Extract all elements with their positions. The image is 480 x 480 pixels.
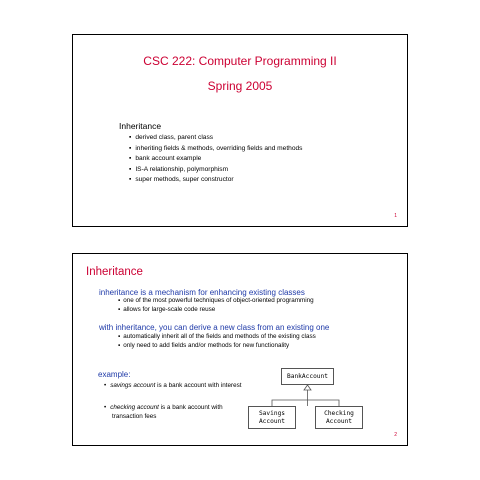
lead-point: with inheritance, you can derive a new class from an existing one (99, 323, 330, 332)
uml-class-checking (315, 406, 363, 429)
class-name-line: Checking (324, 409, 354, 417)
emphasis: checking account (110, 404, 159, 411)
emphasis: savings account (110, 382, 156, 389)
class-name-line: Savings (258, 409, 286, 417)
slide-title: CSC 222: Computer Programming II (143, 54, 337, 68)
list-item: ▪ inheriting fields & methods, overriding fields and methods (137, 144, 302, 155)
uml-class-savings (248, 406, 296, 429)
class-name-line: Account (325, 417, 353, 425)
arrowhead-icon (304, 385, 311, 390)
list-text: is a bank account with transaction fees (112, 404, 223, 420)
slide-subtitle: Spring 2005 (207, 79, 273, 93)
uml-class-bankaccount (281, 368, 334, 385)
slide-1 (72, 34, 408, 227)
list-text: is a bank account with interest (155, 382, 242, 389)
lead-point: inheritance is a mechanism for enhancing existing classes (99, 288, 305, 297)
list-item: ▪ automatically inherit all of the fields and methods of the existing class (125, 333, 316, 342)
class-name: BankAccount (287, 372, 328, 380)
list-item: ▪ super methods, super constructor (137, 175, 302, 186)
list-item: ▪ only need to add fields and/or methods for new functionality (125, 342, 316, 351)
class-name (259, 410, 285, 426)
list-item: ▪ derived class, parent class (137, 133, 302, 144)
outline-list (137, 133, 302, 186)
slide-2 (72, 253, 408, 446)
outline-heading: Inheritance (119, 121, 162, 131)
list-item: ▪ allows for large-scale code reuse (125, 306, 314, 315)
list-item: ▪ one of the most powerful techniques of object-oriented programming (125, 297, 314, 306)
class-name (324, 410, 354, 426)
page-number: 2 (394, 432, 397, 438)
list-item: ▪ IS-A relationship, polymorphism (137, 165, 302, 176)
list-item: ▪ bank account example (137, 154, 302, 165)
class-name-line: Account (258, 417, 286, 425)
slide-title: Inheritance (86, 266, 143, 278)
page-number: 1 (394, 213, 397, 219)
example-label: example: (98, 370, 131, 379)
